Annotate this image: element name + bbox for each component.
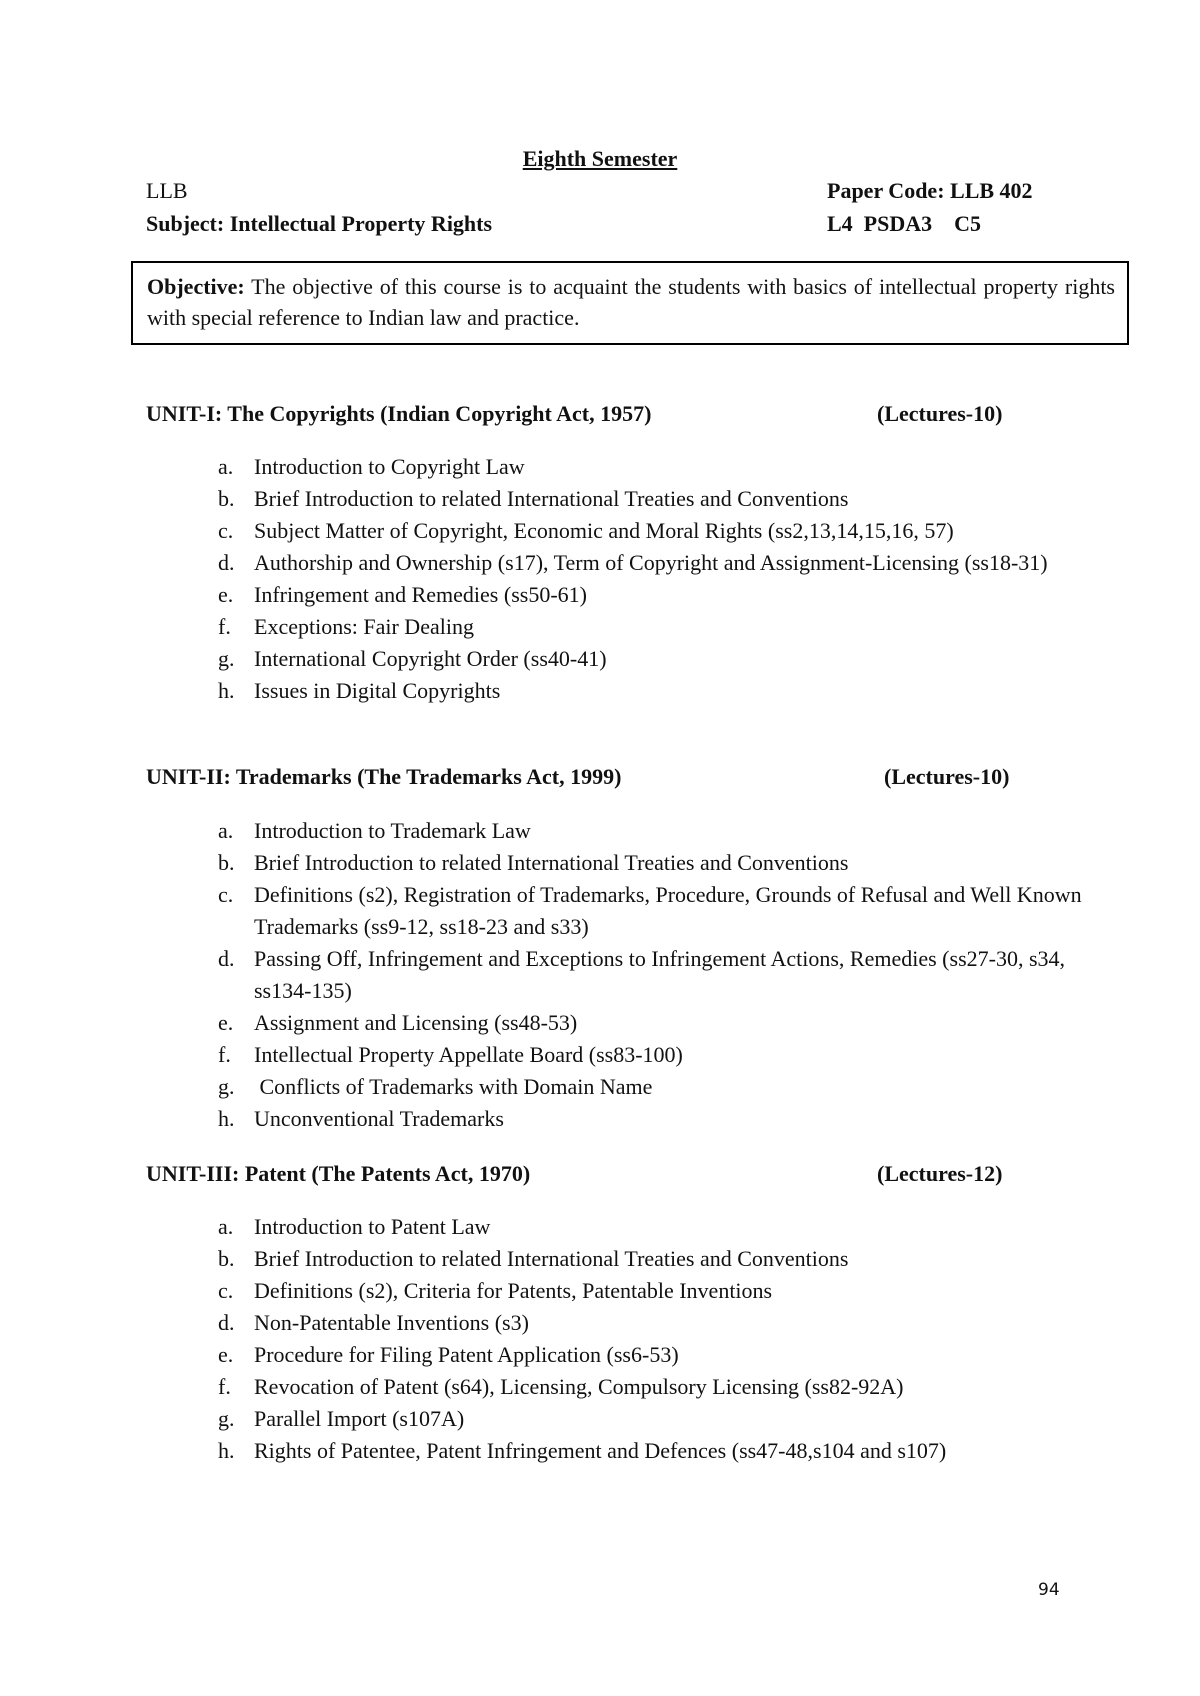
list-item [218,1403,1098,1435]
list-item [218,1243,1098,1275]
item-text: Passing Off, Infringement and Exceptions to Infringement Actions, Remedies (ss27-30, s34, ss134-135) [254,946,1066,1003]
item-text: Definitions (s2), Registration of Trademarks, Procedure, Grounds of Refusal and Well Known Trademarks (ss9-12, ss18-23 and s33) [254,882,1082,939]
item-letter: c. [218,882,234,907]
item-letter: g. [218,1074,235,1099]
item-letter: b. [218,1246,235,1271]
list-item [218,943,1098,1007]
page-number: 94 [1038,1580,1060,1600]
list-item [218,1435,1098,1467]
item-text: Parallel Import (s107A) [254,1406,465,1431]
list-item [218,1339,1098,1371]
list-item [218,1275,1098,1307]
program-label: LLB [146,178,188,203]
list-item [218,1211,1098,1243]
item-text: Procedure for Filing Patent Application (ss6-53) [254,1342,679,1367]
list-item [218,451,1098,483]
item-text: Revocation of Patent (s64), Licensing, Compulsory Licensing (ss82-92A) [254,1374,904,1399]
item-text: Rights of Patentee, Patent Infringement and Defences (ss47-48,s104 and s107) [254,1438,947,1463]
item-text: Subject Matter of Copyright, Economic and Moral Rights (ss2,13,14,15,16, 57) [254,518,954,543]
paper-code: Paper Code: LLB 402 [827,178,1033,203]
item-text: Introduction to Trademark Law [254,818,531,843]
item-letter: a. [218,1214,234,1239]
item-letter: a. [218,454,234,479]
list-item [218,1103,1098,1135]
item-letter: d. [218,550,235,575]
unit-1-topic-list [218,451,1098,707]
objective-label: Objective: [147,274,245,299]
list-item [218,547,1098,579]
unit-2-topic-list [218,815,1098,1135]
page-title: Eighth Semester [522,146,678,171]
item-letter: a. [218,818,234,843]
list-item [218,879,1098,943]
unit-1-title: UNIT-I: The Copyrights (Indian Copyright Act, 1957) [146,401,652,426]
objective-box [131,261,1129,345]
item-text: Authorship and Ownership (s17), Term of Copyright and Assignment-Licensing (ss18-31) [254,550,1048,575]
item-text: Unconventional Trademarks [254,1106,504,1131]
item-text: International Copyright Order (ss40-41) [254,646,607,671]
list-item [218,675,1098,707]
item-text: Brief Introduction to related International Treaties and Conventions [254,486,849,511]
item-letter: h. [218,1438,235,1463]
item-text: Exceptions: Fair Dealing [254,614,474,639]
item-letter: g. [218,1406,235,1431]
subject-label: Subject: Intellectual Property Rights [146,211,493,236]
unit-3-lectures: (Lectures-12) [877,1161,1003,1186]
unit-2-lectures: (Lectures-10) [884,764,1010,789]
unit-1-lectures: (Lectures-10) [877,401,1003,426]
item-letter: e. [218,1010,234,1035]
item-text: Intellectual Property Appellate Board (ss83-100) [254,1042,683,1067]
objective-text: The objective of this course is to acquaint the students with basics of intellectual property rights with special reference to Indian law and practice. [147,274,1115,330]
list-item [218,483,1098,515]
level-codes: L4 PSDA3 C5 [827,211,982,236]
list-item [218,515,1098,547]
item-text: Conflicts of Trademarks with Domain Name [254,1074,653,1099]
list-item [218,643,1098,675]
list-item [218,847,1098,879]
item-letter: c. [218,1278,234,1303]
item-text: Brief Introduction to related International Treaties and Conventions [254,1246,849,1271]
item-text: Infringement and Remedies (ss50-61) [254,582,587,607]
list-item [218,1371,1098,1403]
item-letter: d. [218,946,235,971]
item-letter: b. [218,850,235,875]
item-text: Brief Introduction to related International Treaties and Conventions [254,850,849,875]
list-item [218,1039,1098,1071]
item-letter: b. [218,486,235,511]
item-text: Issues in Digital Copyrights [254,678,501,703]
item-letter: e. [218,1342,234,1367]
list-item [218,579,1098,611]
item-letter: f. [218,1042,231,1067]
item-text: Non-Patentable Inventions (s3) [254,1310,529,1335]
item-letter: f. [218,1374,231,1399]
list-item [218,1071,1098,1103]
item-letter: c. [218,518,234,543]
unit-3-title: UNIT-III: Patent (The Patents Act, 1970) [146,1161,531,1186]
item-text: Assignment and Licensing (ss48-53) [254,1010,578,1035]
unit-2-title: UNIT-II: Trademarks (The Trademarks Act, 1999) [146,764,622,789]
item-letter: f. [218,614,231,639]
item-text: Introduction to Copyright Law [254,454,525,479]
item-text: Definitions (s2), Criteria for Patents, Patentable Inventions [254,1278,773,1303]
item-letter: g. [218,646,235,671]
list-item [218,611,1098,643]
list-item [218,1007,1098,1039]
item-text: Introduction to Patent Law [254,1214,491,1239]
item-letter: e. [218,582,234,607]
list-item [218,815,1098,847]
item-letter: h. [218,678,235,703]
item-letter: h. [218,1106,235,1131]
item-letter: d. [218,1310,235,1335]
list-item [218,1307,1098,1339]
unit-3-topic-list [218,1211,1098,1467]
